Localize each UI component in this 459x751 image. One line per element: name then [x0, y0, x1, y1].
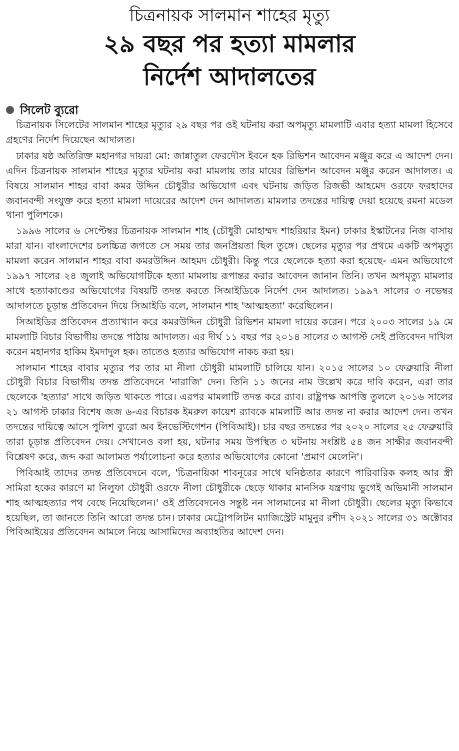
paragraph: পিবিআই তাদের তদন্ত প্রতিবেদনে বলে, 'চিত্রনায়িকা শাবনূরের সাথে ঘনিষ্ঠতার কারণে পারিবারিক কলহ আর স্ত্রী সামিরা হকের কারণে মা নিলুফা চৌধুরী ওরফে নীলা চৌধুরীকে ছেড়ে থাকার মানসিক যন্ত্রণায় ভুগেই অভিমানী সালমান শাহ আত্মহত্যার পথ বেছে নিয়েছিলেন।' ওই প্রতিবেদনেও সন্তুষ্ট নন সালমানের মা নীলা চৌধুরী। ছেলের মৃত্যু কিভাবে হয়েছিল, তা জানতে তিনি আরো তদন্ত চান। ঢাকার মেট্রোপলিটন ম্যাজিস্ট্রেট মামুনুর রশীদ ২০২১ সালের ৩১ অক্টোবর পিবিআইয়ের প্রতিবেদন আমলে নিয়ে আসামিদের অব্যাহতির আদেশ দেন। [6, 467, 453, 539]
headline-line-2: নির্দেশ আদালতের [143, 63, 316, 91]
kicker: চিত্রনায়ক সালমান শাহের মৃত্যু [129, 6, 330, 26]
paragraph: সালমান শাহের বাবার মৃত্যুর পর তার মা নীলা চৌধুরী মামলাটি চালিয়ে যান। ২০১৫ সালের ১০ ফেব্রুয়ারি নীলা চৌধুরী বিচার বিভাগীয় তদন্ত প্রতিবেদনে 'নারাজি' দেন। তিনি ১১ জনের নাম উল্লেখ করে দাবি করেন, এরা তার ছেলেকে 'হত্যার' সাথে জড়িত থাকতে পারে। এরপর মামলাটি তদন্ত করে র‍্যাব। রাষ্ট্রপক্ষ আপত্তি তুললে ২০১৬ সালের ২১ আগস্ট ঢাকার বিশেষ জজ ৬-এর বিচারক ইমরুল কায়েশ র‍্যাবকে মামলাটি আর তদন্ত না করার আদেশ দেন। তখন তদন্তের দায়িত্বে আসে পুলিশ ব্যুরো অব ইনভেস্টিগেশন (পিবিআই)। চার বছর তদন্তের পর ২০২০ সালের ২৫ ফেব্রুয়ারি তারা চূড়ান্ত প্রতিবেদন দেয়। সেখানেও বলা হয়, ঘটনার সময় উপস্থিত ৩ ঘটনায় সংশ্লিষ্ট ৫৪ জন সাক্ষীর জবানবন্দী বিশ্লেষণ করে, জব্দ করা আলামত পর্যালোচনা করে হত্যার অভিযোগের কোনো 'প্রমাণ মেলেনি'। [6, 362, 453, 463]
bullet-icon [6, 106, 14, 114]
paragraph: চিত্রনায়ক সিলেটের সালমান শাহের মৃত্যুর ২৯ বছর পর ওই ঘটনায় করা অপমৃত্যু মামলাটি এবার হত্যা মামলা হিসেবে গ্রহণের নির্দেশ দিয়েছেন আদালত। [6, 120, 453, 146]
paragraph: সিআইডির প্রতিবেদন প্রত্যাখ্যান করে কমরউদ্দিন চৌধুরী রিভিশন মামলা দায়ের করেন। পরে ২০০৩ সালের ১৯ মে মামলাটি বিচার বিভাগীয় তদন্তে পাঠায় আদালত। এর দীর্ঘ ১১ বছর পর ২০১৪ সালের ৩ আগস্ট সেই প্রতিবেদন দাখিল করেন মহানগর হাকিম ইমদাদুল হক। তাতেও হত্যার অভিযোগ নাকচ করা হয়। [6, 316, 453, 358]
paragraph: ১৯৯৬ সালের ৬ সেপ্টেম্বর চিত্রনায়ক সালমান শাহ (চৌধুরী মোহাম্মদ শাহরিয়ার ইমন) ঢাকার ইস্কাটনের নিজ বাসায় মারা যান। বাংলাদেশের চলচ্চিত্র জগতে সে সময় তার জনপ্রিয়তা ছিল তুঙ্গে। ছেলের মৃত্যুর পর প্রথমে একটি অপমৃত্যু মামলা করেন সালমান শাহর বাবা কমরউদ্দিন আহমদ চৌধুরী। কিন্তু পরে ছেলেকে হত্যা করা হয়েছে- এমন অভিযোগে ১৯৯৭ সালের ২৪ জুলাই অভিযোগটিকে হত্যা মামলায় রূপান্তর করার আবেদন জানান তিনি। তখন অপমৃত্যু মামলার সাথে হত্যাকাণ্ডের অভিযোগের বিষয়টি তদন্ত করতে সিআইডিকে নির্দেশ দেন আদালত। ১৯৯৭ সালের ৩ নভেম্বর আদালতে চূড়ান্ত প্রতিবেদন দিয়ে সিআইডি বলে, সালমান শাহ 'আত্মহত্যা' করেছিলেন। [6, 226, 453, 312]
paragraph: ঢাকার ষষ্ঠ অতিরিক্ত মহানগর দায়রা মো: জান্নাতুল ফেরদৌস ইবনে হক রিভিশন আবেদন মঞ্জুর করে এ আদেশ দেন। এদিন চিত্রনায়ক সালমান শাহের মৃত্যুর ঘটনায় করা মামলায় তার মায়ের রিভিশন আবেদন মঞ্জুর করেন আদালত। এ বিষয়ে সালমান শাহর বাবা কমর উদ্দিন চৌধুরীর অভিযোগ এবং ঘটনায় জড়িত রিজভী আহমেদ ওরফে ফরহাদের জবানবন্দী সংযুক্ত করে হত্যা মামলা দায়েরের আদেশ দেন আদালত। মামলার তদন্তের দায়িত্ব দেয়া হয়েছে রমনা মডেল থানা পুলিশকে। [6, 150, 453, 222]
byline-row [6, 102, 453, 118]
headline-line-1: ২৯ বছর পর হত্যা মামলার [103, 30, 356, 58]
byline: সিলেট ব্যুরো [20, 103, 79, 117]
article-body [6, 119, 453, 541]
